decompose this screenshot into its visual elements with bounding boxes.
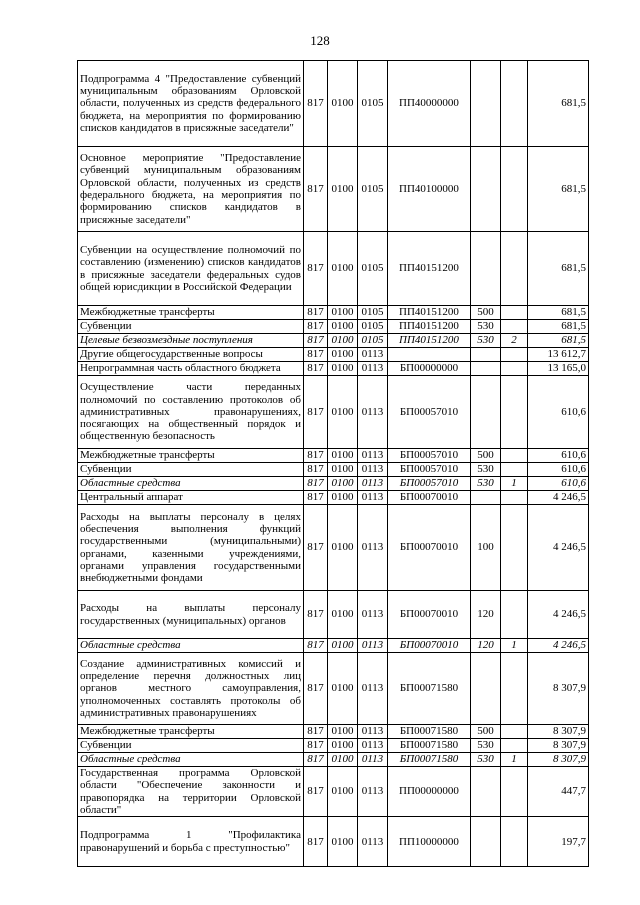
table-row xyxy=(78,362,589,376)
grbs-code: 817 xyxy=(304,817,328,867)
subsection-code: 0113 xyxy=(358,753,388,767)
expense-type-code: 500 xyxy=(471,725,501,739)
section-code: 0100 xyxy=(328,477,358,491)
expense-type-code xyxy=(471,232,501,306)
subsection-code: 0113 xyxy=(358,505,388,591)
target-article-code: ПП40100000 xyxy=(388,147,471,232)
amount: 681,5 xyxy=(528,232,589,306)
amount: 610,6 xyxy=(528,376,589,449)
row-name: Расходы на выплаты персоналу в целях обеспечения выполнения функций государственными (муниципальными) органами, казенными учреждениями, органами управления государственными внебюджетными фондами xyxy=(78,505,304,591)
target-article-code: БП00071580 xyxy=(388,653,471,725)
target-article-code: БП00071580 xyxy=(388,739,471,753)
grbs-code: 817 xyxy=(304,653,328,725)
expense-type-code: 530 xyxy=(471,463,501,477)
table-row xyxy=(78,505,589,591)
target-article-code: БП00070010 xyxy=(388,591,471,639)
funding-source-code: 1 xyxy=(501,639,528,653)
target-article-code: ПП10000000 xyxy=(388,817,471,867)
expense-type-code: 530 xyxy=(471,477,501,491)
section-code: 0100 xyxy=(328,320,358,334)
amount: 610,6 xyxy=(528,449,589,463)
section-code: 0100 xyxy=(328,739,358,753)
expense-type-code: 120 xyxy=(471,591,501,639)
grbs-code: 817 xyxy=(304,463,328,477)
funding-source-code xyxy=(501,591,528,639)
row-name: Основное мероприятие "Предоставление субвенций муниципальным образованиям Орловской области, полученных из средств федерального бюджета, на мероприятия по формированию списков кандидатов в присяжные заседатели" xyxy=(78,147,304,232)
expense-type-code: 530 xyxy=(471,753,501,767)
grbs-code: 817 xyxy=(304,306,328,320)
page-number: 128 xyxy=(310,33,330,48)
section-code: 0100 xyxy=(328,348,358,362)
row-name: Осуществление части переданных полномочий по составлению протоколов об административных правонарушениях, посягающих на общественный порядок и общественную безопасность xyxy=(78,376,304,449)
subsection-code: 0113 xyxy=(358,739,388,753)
target-article-code: БП00071580 xyxy=(388,725,471,739)
grbs-code: 817 xyxy=(304,348,328,362)
target-article-code: БП00070010 xyxy=(388,639,471,653)
row-name: Непрограммная часть областного бюджета xyxy=(78,362,304,376)
expense-type-code: 100 xyxy=(471,505,501,591)
target-article-code: БП00070010 xyxy=(388,491,471,505)
target-article-code: ПП40151200 xyxy=(388,232,471,306)
section-code: 0100 xyxy=(328,505,358,591)
subsection-code: 0105 xyxy=(358,232,388,306)
expense-type-code xyxy=(471,362,501,376)
grbs-code: 817 xyxy=(304,362,328,376)
section-code: 0100 xyxy=(328,362,358,376)
section-code: 0100 xyxy=(328,753,358,767)
row-name: Субвенции на осуществление полномочий по составлению (изменению) списков кандидатов в присяжные заседатели федеральных судов общей юрисдикции в Российской Федерации xyxy=(78,232,304,306)
table-row xyxy=(78,725,589,739)
amount: 13 612,7 xyxy=(528,348,589,362)
row-name: Целевые безвозмездные поступления xyxy=(78,334,304,348)
section-code: 0100 xyxy=(328,147,358,232)
subsection-code: 0113 xyxy=(358,653,388,725)
table-row xyxy=(78,348,589,362)
row-name: Центральный аппарат xyxy=(78,491,304,505)
funding-source-code xyxy=(501,61,528,147)
amount: 4 246,5 xyxy=(528,639,589,653)
section-code: 0100 xyxy=(328,591,358,639)
section-code: 0100 xyxy=(328,653,358,725)
expense-type-code: 530 xyxy=(471,334,501,348)
table-row xyxy=(78,639,589,653)
funding-source-code xyxy=(501,653,528,725)
funding-source-code xyxy=(501,505,528,591)
table-row xyxy=(78,449,589,463)
target-article-code: БП00000000 xyxy=(388,362,471,376)
amount: 610,6 xyxy=(528,463,589,477)
grbs-code: 817 xyxy=(304,591,328,639)
table-body xyxy=(78,61,589,867)
subsection-code: 0105 xyxy=(358,334,388,348)
grbs-code: 817 xyxy=(304,232,328,306)
section-code: 0100 xyxy=(328,767,358,817)
expense-type-code: 500 xyxy=(471,306,501,320)
table-row xyxy=(78,491,589,505)
grbs-code: 817 xyxy=(304,639,328,653)
amount: 8 307,9 xyxy=(528,753,589,767)
expense-type-code xyxy=(471,147,501,232)
expense-type-code xyxy=(471,376,501,449)
grbs-code: 817 xyxy=(304,320,328,334)
table-row xyxy=(78,767,589,817)
table-row xyxy=(78,591,589,639)
expense-type-code xyxy=(471,491,501,505)
funding-source-code xyxy=(501,491,528,505)
subsection-code: 0113 xyxy=(358,491,388,505)
expense-type-code xyxy=(471,767,501,817)
row-name: Расходы на выплаты персоналу государственных (муниципальных) органов xyxy=(78,591,304,639)
target-article-code: ПП40000000 xyxy=(388,61,471,147)
section-code: 0100 xyxy=(328,61,358,147)
subsection-code: 0113 xyxy=(358,767,388,817)
table-row xyxy=(78,753,589,767)
amount: 610,6 xyxy=(528,477,589,491)
section-code: 0100 xyxy=(328,491,358,505)
table-row xyxy=(78,320,589,334)
amount: 8 307,9 xyxy=(528,739,589,753)
subsection-code: 0113 xyxy=(358,817,388,867)
funding-source-code xyxy=(501,147,528,232)
grbs-code: 817 xyxy=(304,505,328,591)
target-article-code: ПП40151200 xyxy=(388,320,471,334)
grbs-code: 817 xyxy=(304,767,328,817)
subsection-code: 0105 xyxy=(358,147,388,232)
row-name: Областные средства xyxy=(78,639,304,653)
table-row xyxy=(78,61,589,147)
row-name: Создание административных комиссий и определение перечня должностных лиц органов местного самоуправления, уполномоченных составлять протоколы об административных правонарушениях xyxy=(78,653,304,725)
target-article-code: ПП40151200 xyxy=(388,334,471,348)
funding-source-code: 1 xyxy=(501,477,528,491)
funding-source-code xyxy=(501,817,528,867)
target-article-code: БП00057010 xyxy=(388,463,471,477)
funding-source-code xyxy=(501,739,528,753)
row-name: Областные средства xyxy=(78,477,304,491)
section-code: 0100 xyxy=(328,306,358,320)
row-name: Государственная программа Орловской области "Обеспечение законности и правопорядка на территории Орловской области" xyxy=(78,767,304,817)
subsection-code: 0113 xyxy=(358,463,388,477)
amount: 8 307,9 xyxy=(528,725,589,739)
funding-source-code xyxy=(501,320,528,334)
amount: 447,7 xyxy=(528,767,589,817)
amount: 681,5 xyxy=(528,306,589,320)
funding-source-code xyxy=(501,767,528,817)
table-row xyxy=(78,306,589,320)
row-name: Областные средства xyxy=(78,753,304,767)
expense-type-code xyxy=(471,348,501,362)
target-article-code: ПП40151200 xyxy=(388,306,471,320)
grbs-code: 817 xyxy=(304,739,328,753)
grbs-code: 817 xyxy=(304,334,328,348)
grbs-code: 817 xyxy=(304,376,328,449)
section-code: 0100 xyxy=(328,817,358,867)
amount: 13 165,0 xyxy=(528,362,589,376)
subsection-code: 0113 xyxy=(358,376,388,449)
target-article-code: БП00057010 xyxy=(388,477,471,491)
funding-source-code: 1 xyxy=(501,753,528,767)
table-row xyxy=(78,147,589,232)
section-code: 0100 xyxy=(328,334,358,348)
budget-table xyxy=(77,60,589,867)
target-article-code xyxy=(388,348,471,362)
grbs-code: 817 xyxy=(304,491,328,505)
amount: 197,7 xyxy=(528,817,589,867)
target-article-code: БП00071580 xyxy=(388,753,471,767)
grbs-code: 817 xyxy=(304,449,328,463)
grbs-code: 817 xyxy=(304,753,328,767)
section-code: 0100 xyxy=(328,449,358,463)
row-name: Межбюджетные трансферты xyxy=(78,306,304,320)
expense-type-code xyxy=(471,61,501,147)
subsection-code: 0113 xyxy=(358,449,388,463)
section-code: 0100 xyxy=(328,376,358,449)
row-name: Межбюджетные трансферты xyxy=(78,725,304,739)
expense-type-code: 500 xyxy=(471,449,501,463)
grbs-code: 817 xyxy=(304,477,328,491)
target-article-code: БП00070010 xyxy=(388,505,471,591)
amount: 681,5 xyxy=(528,147,589,232)
table-row xyxy=(78,477,589,491)
target-article-code: БП00057010 xyxy=(388,376,471,449)
grbs-code: 817 xyxy=(304,61,328,147)
expense-type-code: 120 xyxy=(471,639,501,653)
funding-source-code xyxy=(501,725,528,739)
amount: 681,5 xyxy=(528,61,589,147)
row-name: Межбюджетные трансферты xyxy=(78,449,304,463)
expense-type-code xyxy=(471,817,501,867)
table-row xyxy=(78,739,589,753)
expense-type-code xyxy=(471,653,501,725)
table-row xyxy=(78,653,589,725)
section-code: 0100 xyxy=(328,639,358,653)
row-name: Субвенции xyxy=(78,463,304,477)
row-name: Субвенции xyxy=(78,320,304,334)
expense-type-code: 530 xyxy=(471,739,501,753)
funding-source-code xyxy=(501,362,528,376)
subsection-code: 0113 xyxy=(358,477,388,491)
funding-source-code xyxy=(501,306,528,320)
table-row xyxy=(78,817,589,867)
expense-type-code: 530 xyxy=(471,320,501,334)
section-code: 0100 xyxy=(328,232,358,306)
funding-source-code: 2 xyxy=(501,334,528,348)
funding-source-code xyxy=(501,463,528,477)
subsection-code: 0113 xyxy=(358,725,388,739)
funding-source-code xyxy=(501,449,528,463)
funding-source-code xyxy=(501,348,528,362)
subsection-code: 0113 xyxy=(358,639,388,653)
amount: 4 246,5 xyxy=(528,591,589,639)
amount: 4 246,5 xyxy=(528,491,589,505)
subsection-code: 0113 xyxy=(358,591,388,639)
section-code: 0100 xyxy=(328,463,358,477)
subsection-code: 0105 xyxy=(358,306,388,320)
amount: 681,5 xyxy=(528,334,589,348)
subsection-code: 0113 xyxy=(358,348,388,362)
funding-source-code xyxy=(501,376,528,449)
subsection-code: 0113 xyxy=(358,362,388,376)
table-row xyxy=(78,463,589,477)
table-row xyxy=(78,376,589,449)
subsection-code: 0105 xyxy=(358,320,388,334)
row-name: Субвенции xyxy=(78,739,304,753)
amount: 681,5 xyxy=(528,320,589,334)
row-name: Подпрограмма 4 "Предоставление субвенций муниципальным образованиям Орловской области, полученных из средств федерального бюджета, на мероприятия по формированию списков кандидатов в присяжные заседатели" xyxy=(78,61,304,147)
row-name: Подпрограмма 1 "Профилактика правонарушений и борьба с преступностью" xyxy=(78,817,304,867)
grbs-code: 817 xyxy=(304,725,328,739)
subsection-code: 0105 xyxy=(358,61,388,147)
table-row xyxy=(78,334,589,348)
funding-source-code xyxy=(501,232,528,306)
grbs-code: 817 xyxy=(304,147,328,232)
amount: 4 246,5 xyxy=(528,505,589,591)
amount: 8 307,9 xyxy=(528,653,589,725)
section-code: 0100 xyxy=(328,725,358,739)
table-row xyxy=(78,232,589,306)
row-name: Другие общегосударственные вопросы xyxy=(78,348,304,362)
target-article-code: БП00057010 xyxy=(388,449,471,463)
target-article-code: ПП00000000 xyxy=(388,767,471,817)
